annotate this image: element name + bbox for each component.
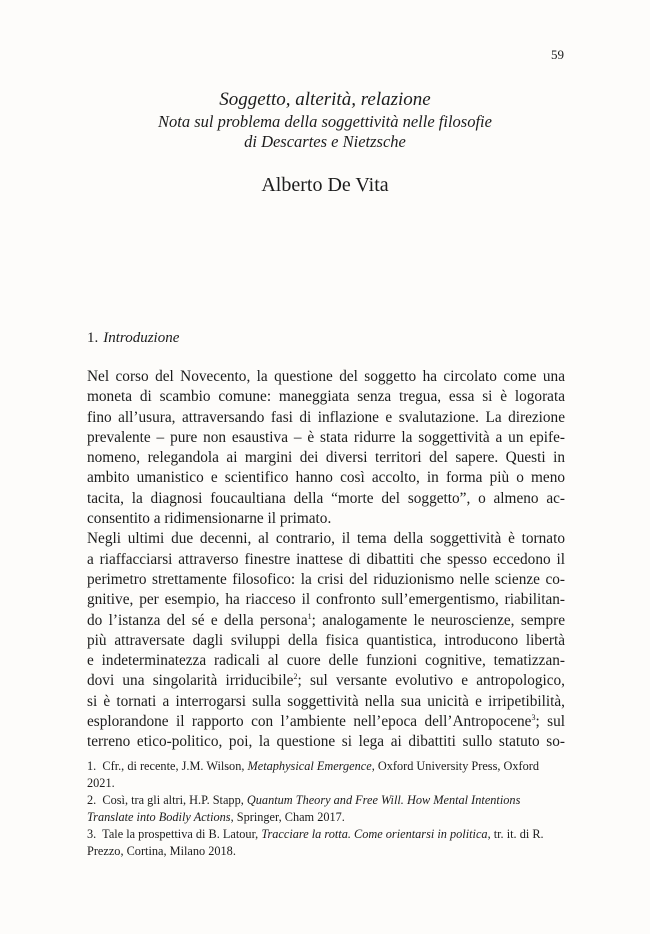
section-title: Introduzione: [103, 330, 180, 346]
text-line: fino all’usura, attraversando fasi di inflazione e svalutazione. La direzione: [87, 408, 565, 426]
footnote-text: , Oxford University Press, Oxford 2021.: [87, 759, 540, 790]
footnote: [87, 758, 565, 792]
text-line: ambito umanistico e scientifico hanno così accolto, in forma più o meno: [87, 469, 565, 487]
footnote: [87, 792, 565, 826]
footnote-reference: 1: [307, 611, 312, 621]
text-line: dovi una singolarità irriducibile$^2$; sul versante evolutivo e antropologico,: [87, 672, 565, 690]
article-subtitle-line: Nota sul problema della soggettività nelle filosofie: [158, 112, 492, 131]
text-line: si è tornati a interrogarsi sulla soggettività nella sua unicità e irripetibilità,: [87, 692, 565, 710]
text-line: esplorandone il rapporto con l’ambiente nell’epoca dell’Antropocene$^3$; sul: [87, 712, 565, 731]
footnote: [87, 826, 565, 860]
text-line: gnitive, per esempio, ha riacceso il confronto sull’emergentismo, riabilitan-: [87, 591, 565, 609]
footnote-text: Così, tra gli altri, H.P. Stapp,: [102, 793, 247, 807]
text-line: terreno etico-politico, poi, la questione si lega ai dibattiti sullo statuto so-: [87, 733, 565, 751]
text-line: prevalente – pure non esaustiva – è stata ridurre la soggettività a un epife-: [87, 428, 565, 446]
footnote-text: Tale la prospettiva di B. Latour,: [102, 827, 262, 841]
text-line: moneta di scambio comune: maneggiata senza tregua, essa si è logorata: [87, 388, 565, 406]
text-line: nomeno, relegandola ai margini dei diversi territori del sapere. Questi in: [87, 449, 565, 467]
footnote-text: , tr. it. di R. Prezzo, Cortina, Milano 2018.: [87, 827, 544, 858]
footnote-cited-title: Quantum Theory and Free Will. How Mental Intentions Translate into Bodily Actions: [87, 793, 521, 824]
article-subtitle-line: di Descartes e Nietzsche: [244, 132, 406, 151]
footnote-text: Cfr., di recente, J.M. Wilson,: [102, 759, 248, 773]
footnote-text: , Springer, Cham 2017.: [230, 810, 345, 824]
paragraph: [87, 529, 565, 752]
paragraph: [87, 367, 565, 529]
text-line: tacita, la diagnosi foucaultiana della “morte del soggetto”, o almeno ac-: [87, 489, 565, 507]
article-header: [0, 88, 650, 197]
section-heading: [87, 330, 179, 347]
text-line: perimetro strettamente filosofico: la crisi del riduzionismo nelle scienze co-: [87, 570, 565, 588]
footnote-reference: 3: [531, 712, 536, 722]
text-line: consentito a ridimensionarne il primato.: [87, 510, 332, 528]
text-line: do l’istanza del sé e della persona$^1$; analogamente le neuroscienze, sempre: [87, 611, 565, 629]
footnote-number: 1.: [87, 759, 97, 773]
text-line: a riaffacciarsi attraverso finestre inattese di dibattiti che spesso eccedono il: [87, 550, 565, 568]
page-number: 59: [551, 47, 564, 62]
footnote-number: 3.: [87, 827, 97, 841]
text-line: Nel corso del Novecento, la questione del soggetto ha circolato come una: [87, 368, 565, 385]
section-number: 1.: [87, 330, 99, 346]
body-text: [87, 367, 565, 753]
article-title: Soggetto, alterità, relazione: [219, 89, 431, 110]
footnote-number: 2.: [87, 793, 97, 807]
footnote-reference: 2: [293, 672, 298, 682]
footnotes: [87, 758, 565, 860]
author-name: Alberto De Vita: [261, 174, 389, 196]
text-line: Negli ultimi due decenni, al contrario, il tema della soggettività è tornato: [87, 530, 565, 548]
text-line: e indeterminatezza radicali al cuore delle funzioni cognitive, tematizzan-: [87, 652, 565, 670]
text-line: più attraversate dagli sviluppi della fisica quantistica, introducono libertà: [87, 631, 565, 649]
footnote-cited-title: Metaphysical Emergence: [247, 759, 372, 773]
footnote-cited-title: Tracciare la rotta. Come orientarsi in politica: [261, 827, 488, 841]
